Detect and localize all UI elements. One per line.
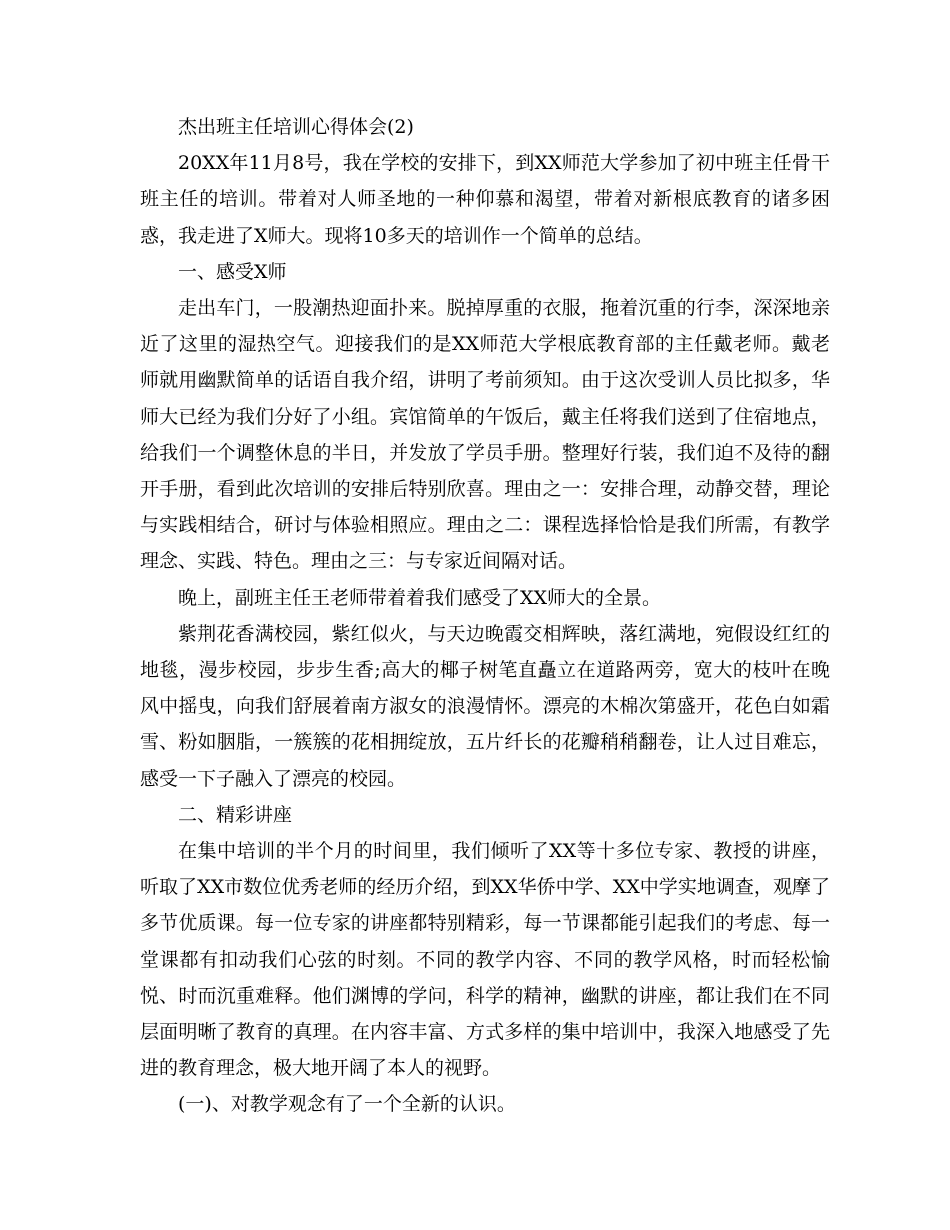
document-title: 杰出班主任培训心得体会(2) xyxy=(178,116,414,138)
section-heading-1: 一、感受X师 xyxy=(178,260,287,283)
paragraph-intro: 20XX年11月8号，我在学校的安排下，到XX师范大学参加了初中班主任骨干班主任的培训。带着对人师圣地的一种仰慕和渴望，带着对新根底教育的诸多困惑，我走进了X师大。现将10多天的培训作一个简单的总结。 xyxy=(140,152,830,247)
document-page xyxy=(140,109,830,1123)
paragraph-evening: 晚上，副班主任王老师带着着我们感受了XX师大的全景。 xyxy=(178,586,662,609)
paragraph-arrival: 走出车门，一股潮热迎面扑来。脱掉厚重的衣服，拖着沉重的行李，深深地亲近了这里的湿热空气。迎接我们的是XX师范大学根底教育部的主任戴老师。戴老师就用幽默简单的话语自我介绍，讲明了考前须知。由于这次受训人员比拟多，华师大已经为我们分好了小组。宾馆简单的午饭后，戴主任将我们送到了住宿地点，给我们一个调整休息的半日，并发放了学员手册。整理好行装，我们迫不及待的翻开手册，看到此次培训的安排后特别欣喜。理由之一：安排合理，动静交替，理论与实践相结合，研讨与体验相照应。理由之二：课程选择恰恰是我们所需，有教学理念、实践、特色。理由之三：与专家近间隔对话。 xyxy=(140,297,830,573)
paragraph-lectures: 在集中培训的半个月的时间里，我们倾听了XX等十多位专家、教授的讲座，听取了XX市数位优秀老师的经历介绍，到XX华侨中学、XX中学实地调查，观摩了多节优质课。每一位专家的讲座都特别精彩，每一节课都能引起我们的考虑、每一堂课都有扣动我们心弦的时刻。不同的教学内容、不同的教学风格，时而轻松愉悦、时而沉重难释。他们渊博的学问，科学的精神，幽默的讲座，都让我们在不同层面明晰了教育的真理。在内容丰富、方式多样的集中培训中，我深入地感受了先进的教育理念，极大地开阔了本人的视野。 xyxy=(140,840,830,1080)
subsection-heading-1: (一)、对教学观念有了一个全新的认识。 xyxy=(178,1093,516,1116)
paragraph-campus: 紫荆花香满校园，紫红似火，与天边晚霞交相辉映，落红满地，宛假设红红的地毯，漫步校园，步步生香;高大的椰子树笔直矗立在道路两旁，宽大的枝叶在晚风中摇曳，向我们舒展着南方淑女的浪漫情怀。漂亮的木棉次第盛开，花色白如霜雪、粉如胭脂，一簇簇的花相拥绽放，五片纤长的花瓣稍稍翻卷，让人过目难忘，感受一下子融入了漂亮的校园。 xyxy=(140,622,830,790)
section-heading-2: 二、精彩讲座 xyxy=(178,803,293,826)
